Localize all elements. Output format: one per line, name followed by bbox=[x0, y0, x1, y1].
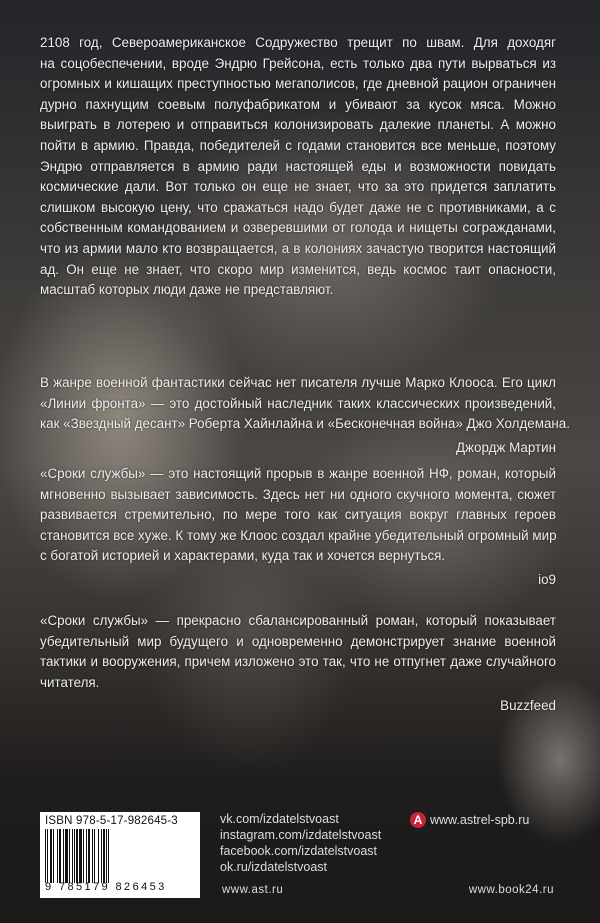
review-line: становится все хуже. К тому же Клоос создал крайне убедительный огромный мир bbox=[40, 527, 557, 543]
annotation bbox=[40, 33, 556, 301]
review-line: «Сроки службы» — прекрасно сбалансированный роман, который показывает bbox=[40, 613, 556, 628]
review-line: тактики и вооружения, причем изложено это так, что не отпугнет даже случайного bbox=[40, 654, 556, 670]
annotation-line: Эндрю отправляется в армию ради настоящей еды и возможности повидать bbox=[40, 158, 556, 174]
annotation-line: 2108 год, Североамериканское Содружество трещит по швам. Для доходяг bbox=[40, 35, 556, 50]
review-author: Джордж Мартин bbox=[455, 439, 556, 455]
review-line: с богатой историей и характерами, куда так и хочется вернуться. bbox=[40, 548, 446, 564]
astrel-logo-icon: A bbox=[410, 812, 426, 828]
barcode-bar bbox=[109, 829, 111, 883]
annotation-line: собственным командованием и озверевшими от голода и нищеты согражданами, bbox=[40, 220, 556, 236]
annotation-line: на соцобеспечении, вроде Эндрю Грейсона, есть только два пути вырваться из bbox=[40, 55, 556, 71]
annotation-line: выиграть в лотерею и отправиться колонизировать далекие планеты. А можно bbox=[40, 117, 556, 133]
review-line: убедительный мир будущего и одновременно демонстрирует знание военной bbox=[40, 633, 556, 649]
ok-link[interactable]: ok.ru/izdatelstvoast bbox=[220, 860, 327, 874]
isbn-number: ISBN 978-5-17-982645-3 bbox=[45, 815, 178, 827]
instagram-link[interactable]: instagram.com/izdatelstvoast bbox=[220, 828, 382, 842]
review-line: В жанре военной фантастики сейчас нет писателя лучше Марко Клооса. Его цикл bbox=[40, 375, 556, 390]
review-line: читателя. bbox=[40, 674, 100, 690]
review-io9 bbox=[40, 464, 556, 591]
ean-number: 9 785179 826453 bbox=[45, 881, 167, 893]
review-line: как «Звездный десант» Роберта Хайнлайна и «Бесконечная война» Джо Холдемана. bbox=[40, 416, 570, 432]
social-links bbox=[220, 811, 381, 875]
annotation-line: огромных и кишащих преступностью мегаполисов, где дневной рацион ограничен bbox=[40, 76, 556, 92]
review-author: io9 bbox=[538, 571, 556, 587]
isbn-barcode bbox=[40, 812, 200, 898]
astrel-site: www.astrel-spb.ru bbox=[430, 813, 530, 827]
ast-site-link[interactable]: www.ast.ru bbox=[222, 884, 284, 896]
facebook-link[interactable]: facebook.com/izdatelstvoast bbox=[220, 844, 378, 858]
annotation-line: пойти в армию. Правда, победителей с годами становится все меньше, поэтому bbox=[40, 137, 556, 153]
review-author: Buzzfeed bbox=[500, 698, 556, 714]
review-line: «Сроки службы» — это настоящий прорыв в жанре военной НФ, роман, который bbox=[40, 466, 556, 481]
book24-link[interactable]: www.book24.ru bbox=[468, 884, 554, 896]
annotation-line: дурно пахнущим соевым полуфабрикатом и убивают за кусок мяса. Можно bbox=[40, 96, 556, 112]
vk-link[interactable]: vk.com/izdatelstvoast bbox=[220, 812, 339, 826]
review-line: «Линии фронта» — это достойный наследник таких классических произведений, bbox=[40, 395, 556, 411]
annotation-line: космические дали. Вот только он еще не знает, что за это придется заплатить bbox=[40, 179, 556, 195]
annotation-line: ад. Он еще не знает, что скоро мир изменится, ведь космос таит опасности, bbox=[40, 261, 556, 277]
annotation-line: слишком высокую цену, что сражаться надо будет даже не с противниками, а с bbox=[40, 199, 556, 215]
astrel-link[interactable] bbox=[410, 812, 529, 828]
review-martin bbox=[40, 373, 570, 458]
annotation-line: что из армии мало кто возвращается, а в колониях зачастую творится настоящий bbox=[40, 240, 556, 256]
barcode-bars bbox=[45, 829, 195, 883]
review-buzzfeed bbox=[40, 611, 556, 717]
review-line: развивается стремительно, по мере того как ситуация вокруг главных героев bbox=[40, 507, 556, 523]
review-line: мгновенно вызывает зависимость. Здесь нет ни одного скучного момента, сюжет bbox=[40, 486, 556, 502]
annotation-line: масштаб которых люди даже не представляют. bbox=[40, 282, 334, 298]
